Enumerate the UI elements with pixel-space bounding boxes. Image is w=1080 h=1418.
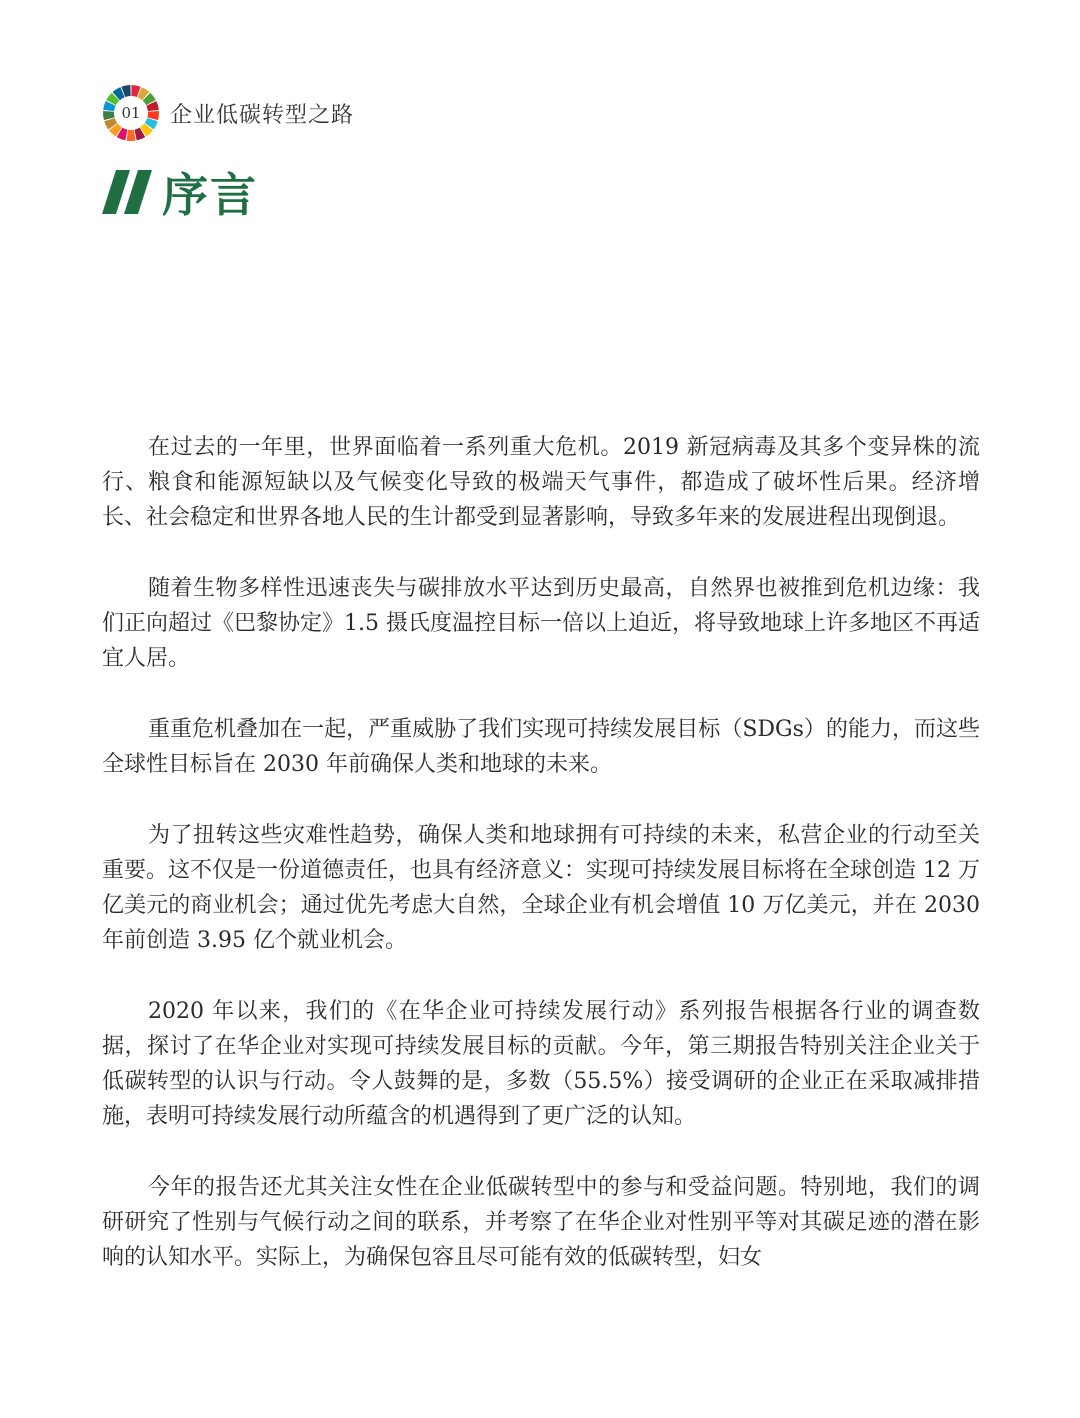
body-text	[102, 430, 980, 1311]
paragraph: 2020 年以来，我们的《在华企业可持续发展行动》系列报告根据各行业的调查数据，探讨了在华企业对实现可持续发展目标的贡献。今年，第三期报告特别关注企业关于低碳转型的认识与行动。令人鼓舞的是，多数（55.5%）接受调研的企业正在采取减排措施，表明可持续发展行动所蕴含的机遇得到了更广泛的认知。	[102, 999, 980, 1129]
document-title: 企业低碳转型之路	[170, 102, 355, 128]
paragraph: 在过去的一年里，世界面临着一系列重大危机。2019 新冠病毒及其多个变异株的流行、粮食和能源短缺以及气候变化导致的极端天气事件，都造成了破坏性后果。经济增长、社会稳定和世界各地人民的生计都受到显著影响，导致多年来的发展进程出现倒退。	[102, 435, 980, 530]
section-title: 序言	[162, 168, 258, 222]
sdg-wheel-logo	[102, 84, 160, 142]
paragraph: 为了扭转这些灾难性趋势，确保人类和地球拥有可持续的未来，私营企业的行动至关重要。这不仅是一份道德责任，也具有经济意义：实现可持续发展目标将在全球创造 12 万亿美元的商业机会；通过优先考虑大自然，全球企业有机会增值 10 万亿美元，并在 2030 年前创造 3.95 亿个就业机会。	[102, 823, 980, 953]
paragraph: 随着生物多样性迅速丧失与碳排放水平达到历史最高，自然界也被推到危机边缘：我们正向超过《巴黎协定》1.5 摄氏度温控目标一倍以上迫近，将导致地球上许多地区不再适宜人居。	[102, 576, 980, 671]
section-heading	[102, 160, 258, 224]
paragraph: 重重危机叠加在一起，严重威胁了我们实现可持续发展目标（SDGs）的能力，而这些全球性目标旨在 2030 年前确保人类和地球的未来。	[102, 717, 980, 777]
paragraph: 今年的报告还尤其关注女性在企业低碳转型中的参与和受益问题。特别地，我们的调研研究了性别与气候行动之间的联系，并考察了在华企业对性别平等对其碳足迹的潜在影响的认知水平。实际上，为确保包容且尽可能有效的低碳转型，妇女	[102, 1175, 980, 1270]
page-header	[102, 82, 354, 144]
double-slash-icon	[102, 166, 154, 218]
chapter-number: 01	[121, 104, 141, 122]
